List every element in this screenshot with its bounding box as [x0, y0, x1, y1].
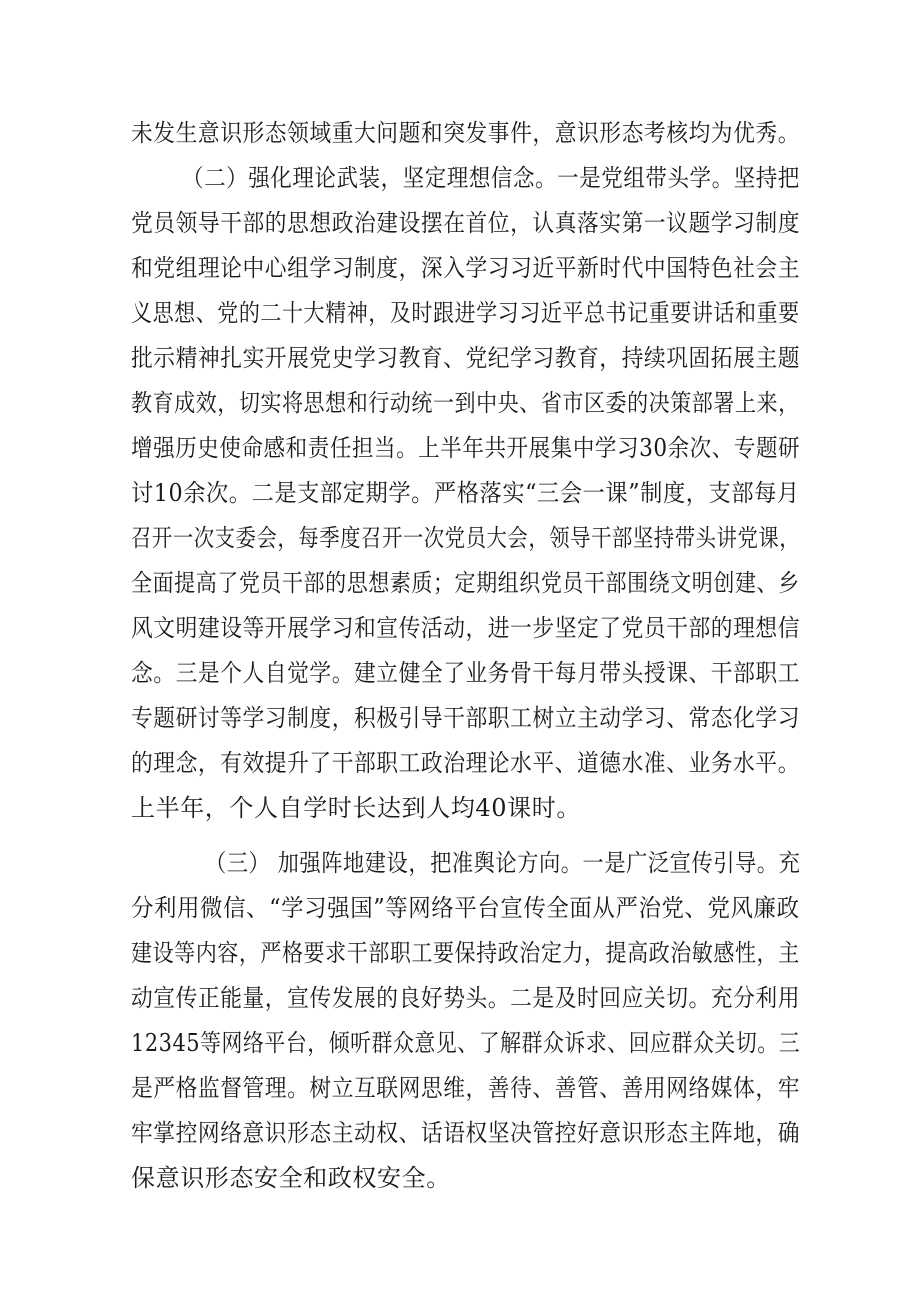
paragraph-line: 分利用微信、“学习强国”等网络平台宣传全面从严治党、党风廉政: [131, 894, 800, 922]
paragraph-line: 全面提高了党员干部的思想素质；定期组织党员干部围绕文明创建、乡: [131, 569, 800, 597]
paragraph-line: 风文明建设等开展学习和宣传活动，进一步坚定了党员干部的理想信: [131, 614, 800, 642]
paragraph-line: （二）强化理论武装，坚定理想信念。一是党组带头学。坚持把: [182, 164, 800, 192]
paragraph-line: 是严格监督管理。树立互联网思维，善待、善管、善用网络媒体，牢: [131, 1074, 800, 1102]
paragraph-line: 召开一次支委会，每季度召开一次党员大会，领导干部坚持带头讲党课，: [131, 524, 801, 552]
paragraph-line: 动宣传正能量，宣传发展的良好势头。二是及时回应关切。充分利用: [131, 984, 800, 1012]
paragraph-line: 党员领导干部的思想政治建设摆在首位，认真落实第一议题学习制度: [131, 209, 800, 237]
paragraph-line: 讨10余次。二是支部定期学。严格落实“三会一课”制度，支部每月: [131, 479, 800, 507]
paragraph-line: 未发生意识形态领域重大问题和突发事件，意识形态考核均为优秀。: [131, 119, 800, 147]
paragraph-line: 义思想、党的二十大精神，及时跟进学习习近平总书记重要讲话和重要: [131, 299, 800, 327]
paragraph-line: 12345等网络平台，倾听群众意见、了解群众诉求、回应群众关切。三: [131, 1029, 801, 1057]
paragraph-line: 教育成效，切实将思想和行动统一到中央、省市区委的决策部署上来，: [131, 389, 800, 417]
paragraph-line: 批示精神扎实开展党史学习教育、党纪学习教育，持续巩固拓展主题: [131, 344, 800, 372]
paragraph-line: 念。三是个人自觉学。建立健全了业务骨干每月带头授课、干部职工: [131, 659, 800, 687]
paragraph-line: 和党组理论中心组学习制度，深入学习习近平新时代中国特色社会主: [131, 254, 800, 282]
paragraph-line: （三） 加强阵地建设，把准舆论方向。一是广泛宣传引导。充: [205, 849, 801, 877]
paragraph-line: 牢掌控网络意识形态主动权、话语权坚决管控好意识形态主阵地，确: [131, 1119, 800, 1147]
paragraph-line: 专题研讨等学习制度，积极引导干部职工树立主动学习、常态化学习: [131, 704, 800, 732]
paragraph-line: 保意识形态安全和政权安全。: [131, 1164, 451, 1192]
paragraph-line: 的理念，有效提升了干部职工政治理论水平、道德水准、业务水平。: [131, 749, 800, 777]
paragraph-line: 增强历史使命感和责任担当。上半年共开展集中学习30余次、专题研: [131, 434, 801, 462]
paragraph-line: 建设等内容，严格要求干部职工要保持政治定力，提高政治敏感性，主: [131, 939, 800, 967]
paragraph-line: 上半年，个人自学时长达到人均40课时。: [131, 794, 581, 822]
